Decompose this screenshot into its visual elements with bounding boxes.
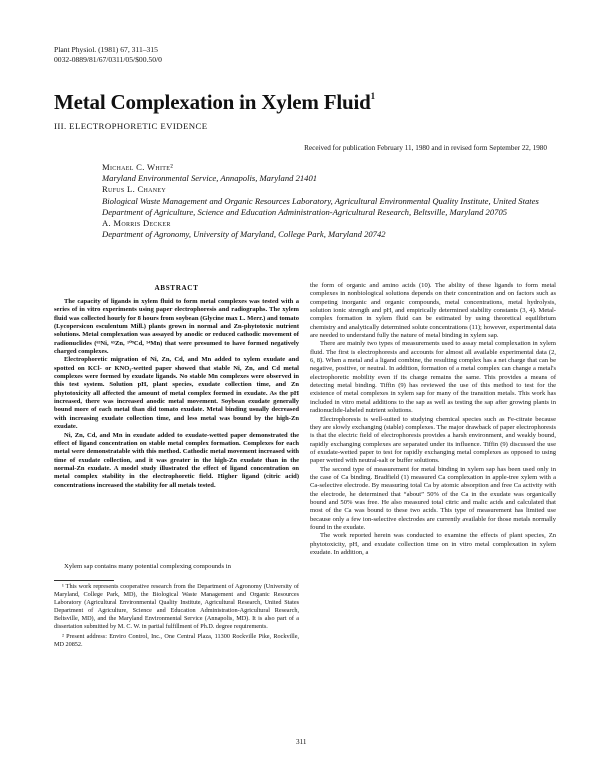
- footnote-1: ¹ This work represents cooperative research from the Department of Agronomy (University of Maryland, College Park, MD), the Biological Waste Management and Organic Resources Laboratory (Agricultural Environmental Quality Institute, Agricultural Research, United States Department of Agriculture, Science and Education Administration-Agricultural Research, Beltsville, MD), and the Maryland Environmental Service (Annapolis, MD). It is also part of a dissertation submitted by M. C. W. in partial fulfillment of Ph.D. degree requirements.: [54, 583, 299, 631]
- abstract-body: [54, 298, 299, 490]
- footnotes: [54, 583, 299, 650]
- right-paragraph-4: The second type of measurement for metal binding in xylem sap has been used only in the case of Ca binding. Bradfield (1) measured Ca complexation in apple-tree xylem with a Ca-selective electrode. By measuring total Ca by atomic absorption and free Ca activity with the electrode, he determined that “about” 50% of the Ca in the exudate was organically bound and 50% was free. He also measured total citric and malic acids and calculated that most of the Ca was bound to these two acids. This type of measurement has limited use because only a few ion-selective electrodes are currently available for those metals normally found in the exudate.: [310, 465, 556, 531]
- footnote-rule: [54, 580, 114, 581]
- right-paragraph-3: Electrophoresis is well-suited to studying chemical species such as Fe-citrate because they are slowly exchanging (stable) complexes. The major drawback of paper electrophoresis is that the electric field of electrophoresis provides a harsh environment, and weakly bound, rapidly exchanging complexes are separated under its influence. Tiffin (9) discussed the use of exudate-wetted paper to test for rapidly exchanging metal complexes as opposed to using paper wetted with neutral-salt or buffer solutions.: [310, 415, 556, 465]
- abstract-paragraph-2: Electrophoretic migration of Ni, Zn, Cd, and Mn added to xylem exudate and spotted on KCl- or KNO₃-wetted paper showed that stable Ni, Zn, and Cd metal complexes were formed by exudate ligands. No stable Mn complexes were observed in this test system. Solution pH, plant species, exudate collection time, and Zn phytotoxicity all affected the amount of metal complex formed in exudate. As the pH increased, there was increased anodic metal movement. Soybean exudate generally bound more of each metal than did tomato exudate. Metal binding usually decreased with increasing exudate collection time, and less metal was bound by the high-Zn exudate.: [54, 356, 299, 431]
- author-affiliation-3: Department of Agronomy, University of Maryland, College Park, Maryland 20742: [102, 229, 386, 240]
- author-affiliation-2: Biological Waste Management and Organic Resources Laboratory, Agricultural Environmental Quality Institute, United States Department of Agriculture, Science and Education Administration-Agricultural Research, Beltsville, Maryland 20705: [102, 195, 539, 217]
- author-affiliation-1: Maryland Environmental Service, Annapolis, Maryland 21401: [102, 173, 318, 184]
- title-footnote-mark: 1: [370, 91, 375, 101]
- journal-citation: [54, 45, 162, 64]
- abstract-paragraph-1: The capacity of ligands in xylem fluid to form metal complexes was tested with a series of in vitro experiments using paper electrophoresis and radiographs. The xylem fluid was collected hourly for 8 hours from soybean (Glycine max L. Merr.) and tomato (Lycopersicon esculentum Mill.) plants grown in normal and Zn-phytotoxic nutrient solutions. Metal complexation was assayed by anodic or reduced cathodic movement of radionuclides (⁶³Ni, ⁶⁵Zn, ¹⁰⁹Cd, ⁵⁴Mn) that were presumed to have formed negatively charged complexes.: [54, 298, 299, 356]
- footnote-2: ² Present address: Enviro Control, Inc., One Central Plaza, 11300 Rockville Pike, Rockville, MD 20852.: [54, 632, 299, 648]
- author-name-2: Rufus L. Chaney: [102, 184, 166, 195]
- journal-line-1: Plant Physiol. (1981) 67, 311–315: [54, 45, 158, 54]
- page-number: 311: [296, 738, 307, 746]
- right-column-body: [310, 282, 556, 557]
- right-paragraph-5: The work reported herein was conducted to examine the effects of plant species, Zn phytotoxicity, pH, and exudate collection time on in vitro metal complexation in xylem exudate. In addition, a: [310, 532, 556, 556]
- author-block: [102, 162, 562, 240]
- right-paragraph-2: There are mainly two types of measurements used to assay metal complexation in xylem fluid. The first is electrophoresis and accounts for almost all available experimental data (2, 6, 8). When a metal and a ligand combine, the resulting complex has a net charge that can be negative, positive, or neutral. In addition, formation of a metal complex can change a metal's electrophoretic mobility even if its charge remains the same. This provides a means of detecting metal binding. Tiffin (9) has reviewed the use of this method to test for the existence of metal complexes in xylem sap for many of the transition metals. This work has included in vitro metal additions to the sap as well as testing the sap after growing plants in radionuclide-labeled nutrient solutions.: [310, 340, 556, 415]
- paper-title-text: Metal Complexation in Xylem Fluid: [54, 90, 371, 114]
- abstract-paragraph-3: Ni, Zn, Cd, and Mn in exudate added to exudate-wetted paper demonstrated the effect of ligand concentration on stable metal complex formation. Complexes for each metal were demonstratable with this method. Cathodic metal movement increased with time of exudate collection, and it was greater in the high-Zn exudate than in the normal-Zn exudate. A model study illustrated the effect of ligand concentration on metal complex stability in the electrophoretic field. Higher ligand (citric acid) concentrations increased the stability for all metals tested.: [54, 431, 299, 489]
- received-date: Received for publication February 11, 1980 and in revised form September 22, 1980: [304, 144, 547, 152]
- author-name-3: A. Morris Decker: [102, 218, 171, 229]
- intro-first-line: Xylem sap contains many potential complexing compounds in: [64, 563, 231, 570]
- abstract-heading: ABSTRACT: [154, 284, 199, 292]
- paper-subtitle: III. ELECTROPHORETIC EVIDENCE: [54, 121, 208, 131]
- author-name-1: Michael C. White²: [102, 162, 174, 172]
- paper-title: [54, 90, 375, 115]
- journal-line-2: 0032-0889/81/67/0311/05/$00.50/0: [54, 54, 162, 64]
- right-paragraph-1: the form of organic and amino acids (10). The ability of these ligands to form metal complexes in nonbiological solutions depends on their concentration and on factors such as competing inorganic and organic compounds, metal concentrations, metal hydrolysis, solution ionic strength and pH, and empirically determined stability constants (3, 4). Metal-complex formation in xylem fluid can be estimated by using theoretical equilibrium chemistry and analytically determined solute concentrations (11); however, experimental data are needed to understand fully the nature of metal binding in xylem sap.: [310, 282, 556, 340]
